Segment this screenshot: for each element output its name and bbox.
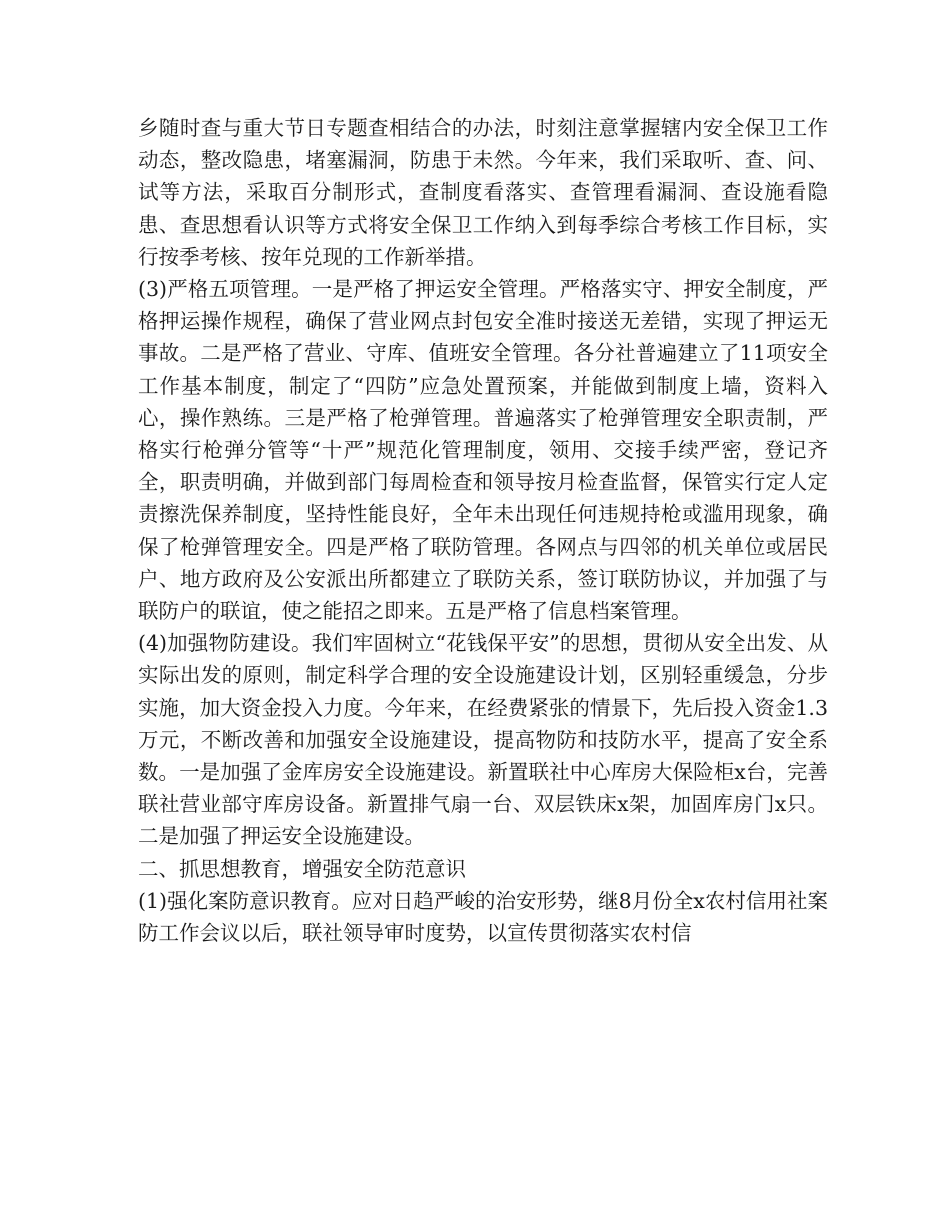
paragraph-physical-defense: (4)加强物防建设。我们牢固树立“花钱保平安”的思想，贯彻从安全出发、从实际出发的原则，制定科学合理的安全设施建设计划，区别轻重缓急，分步实施，加大资金投入力度。今年来，在经费紧张的情景下，先后投入资金1.3万元，不断改善和加强安全设施建设，提高物防和技防水平，提高了安全系数。一是加强了金库房安全设施建设。新置联社中心库房大保险柜x台，完善联社营业部守库房设备。新置排气扇一台、双层铁床x架，加固库房门x只。二是加强了押运安全设施建设。 [138, 631, 828, 849]
paragraph-inspection-methods: 乡随时查与重大节日专题查相结合的办法，时刻注意掌握辖内安全保卫工作动态，整改隐患，堵塞漏洞，防患于未然。今年来，我们采取听、查、问、试等方法，采取百分制形式，查制度看落实、查管理看漏洞、查设施看隐患、查思想看认识等方式将安全保卫工作纳入到每季综合考核工作目标，实行按季考核、按年兑现的工作新举措。 [138, 116, 828, 269]
paragraph-five-managements: (3)严格五项管理。一是严格了押运安全管理。严格落实守、押安全制度，严格押运操作规程，确保了营业网点封包安全准时接送无差错，实现了押运无事故。二是严格了营业、守库、值班安全管理。各分社普遍建立了11项安全工作基本制度，制定了“四防”应急处置预案，并能做到制度上墙，资料入心，操作熟练。三是严格了枪弹管理。普遍落实了枪弹管理安全职责制，严格实行枪弹分管等“十严”规范化管理制度，领用、交接手续严密，登记齐全，职责明确，并做到部门每周检查和领导按月检查监督，保管实行定人定责擦洗保养制度，坚持性能良好，全年未出现任何违规持枪或滥用现象，确保了枪弹管理安全。四是严格了联防管理。各网点与四邻的机关单位或居民户、地方政府及公安派出所都建立了联防关系，签订联防协议，并加强了与联防户的联谊，使之能招之即来。五是严格了信息档案管理。 [138, 277, 828, 624]
section-heading-education: 二、抓思想教育，增强安全防范意识 [138, 856, 466, 881]
document-body [138, 112, 828, 949]
paragraph-case-prevention: (1)强化案防意识教育。应对日趋严峻的治安形势，继8月份全x农村信用社案防工作会议以后，联社领导审时度势，以宣传贯彻落实农村信 [138, 888, 828, 946]
